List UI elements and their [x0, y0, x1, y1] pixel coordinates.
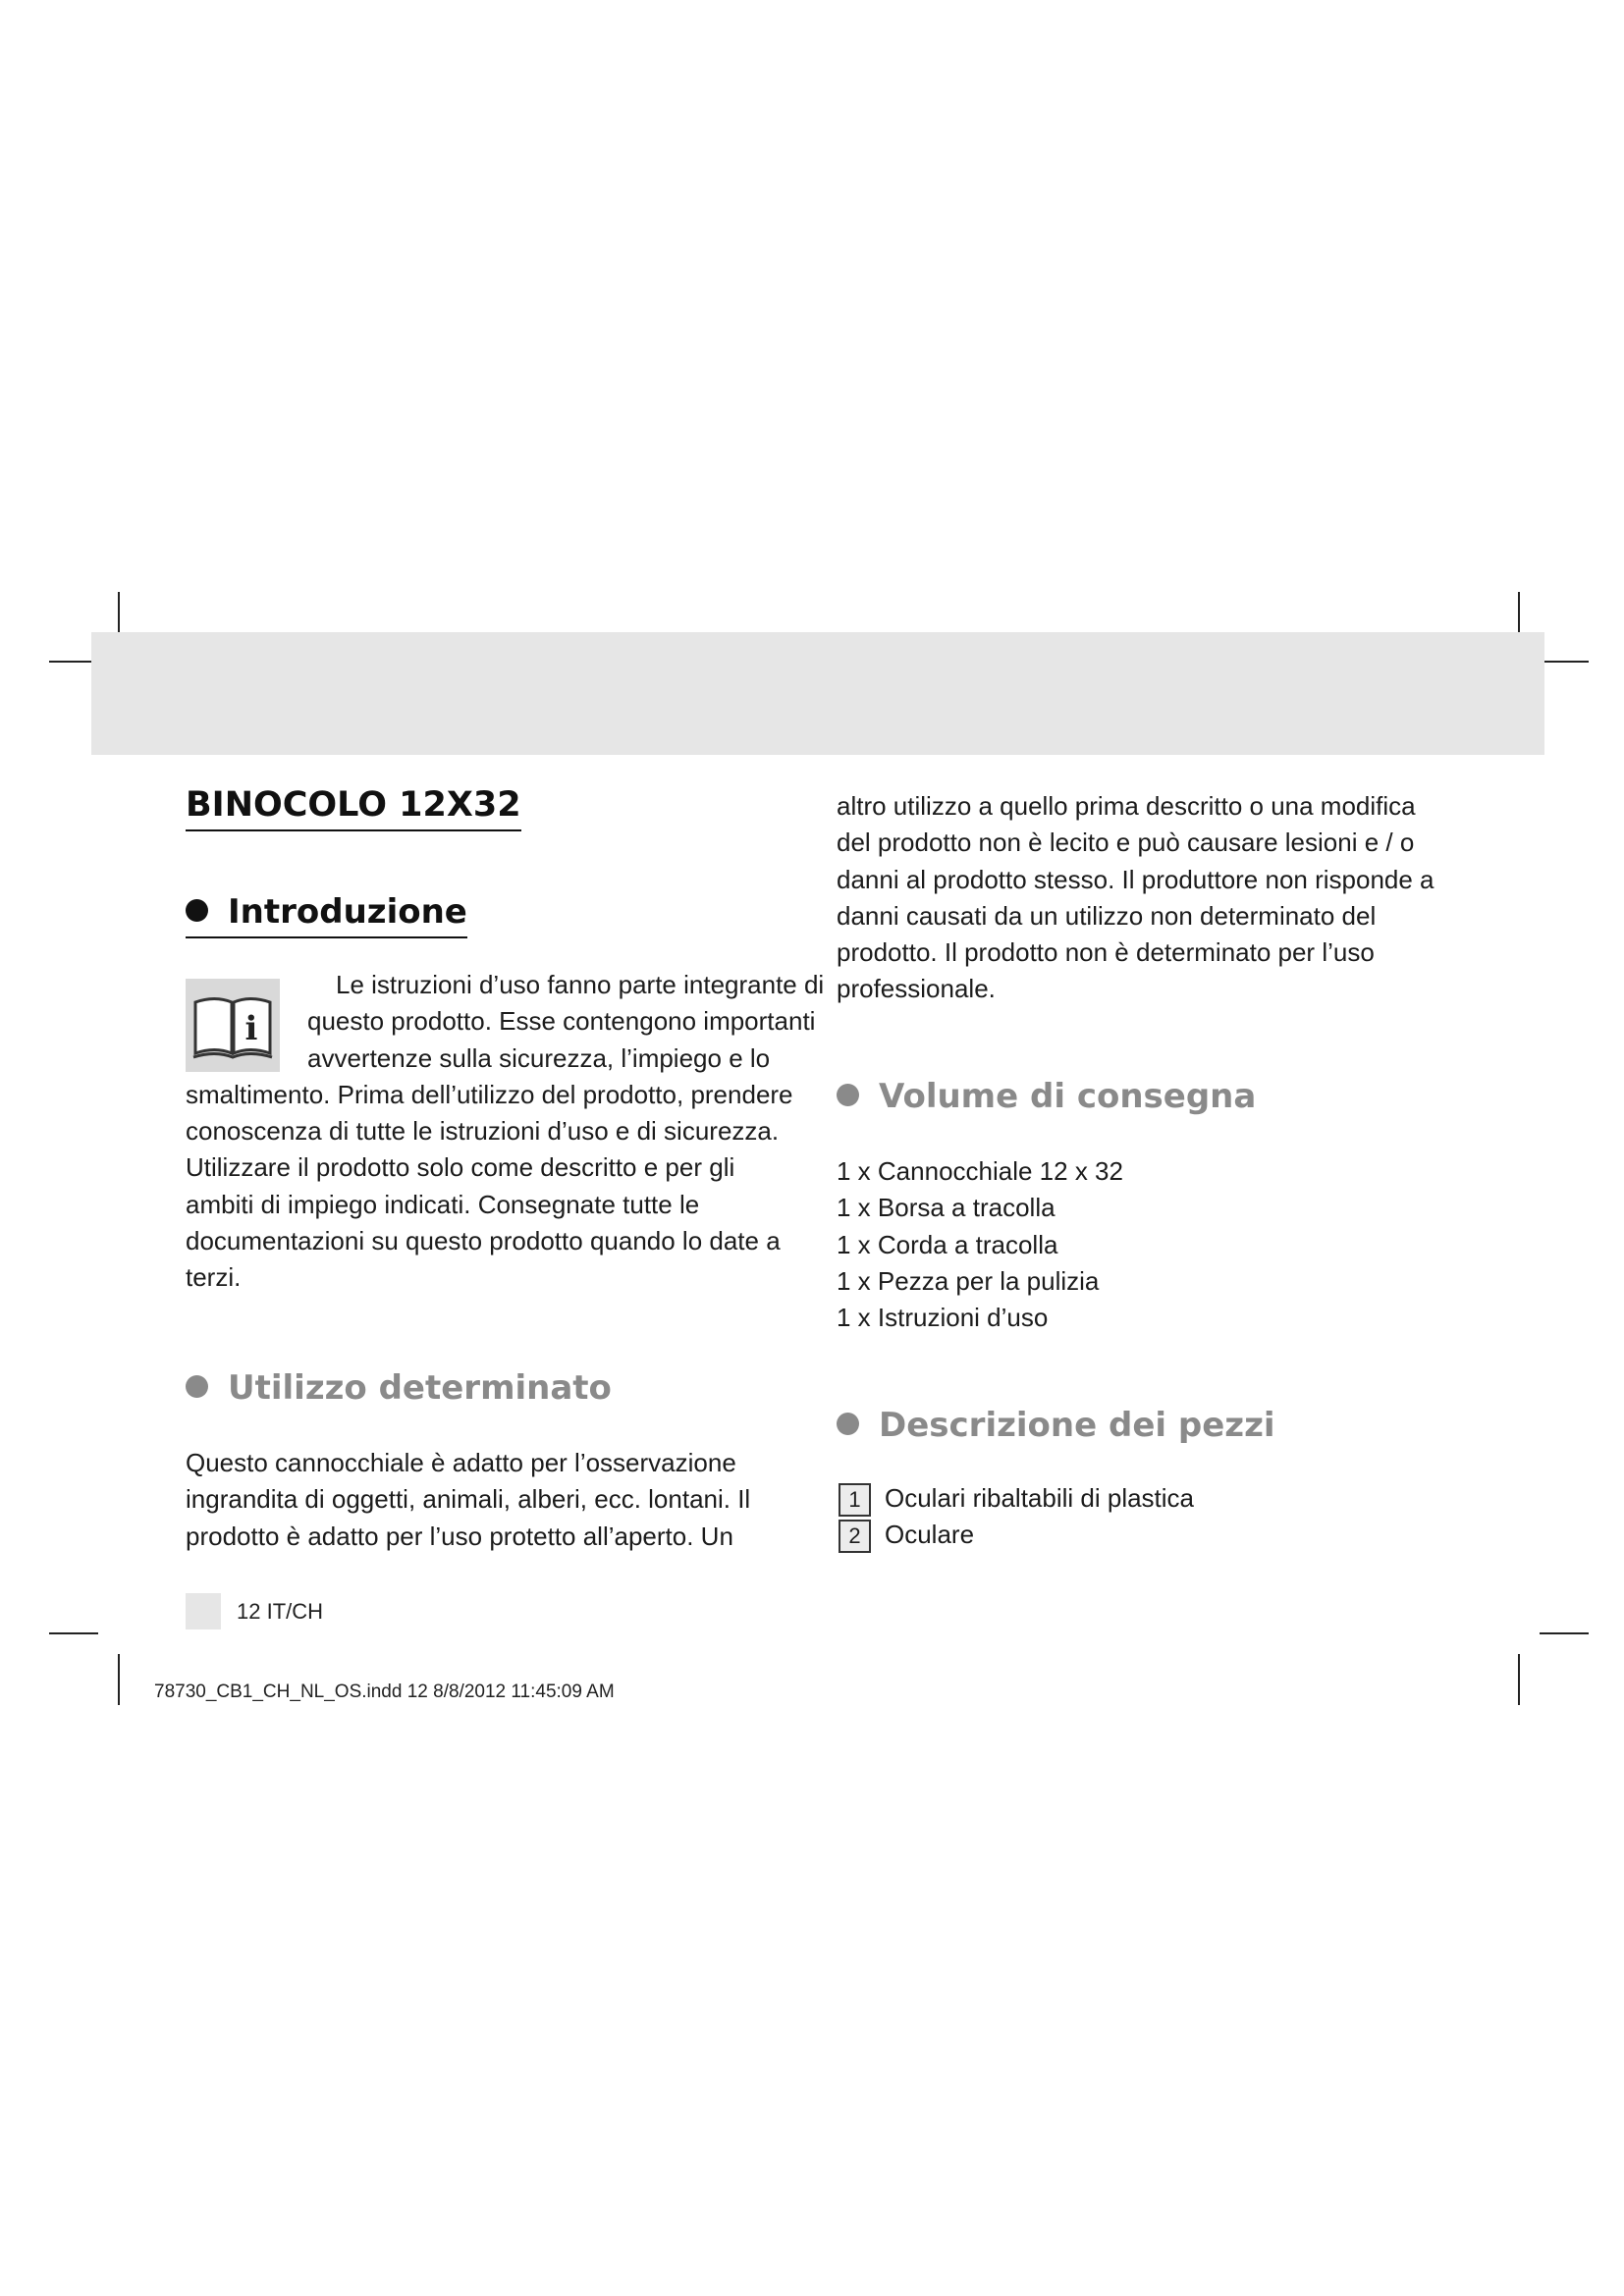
text-line: danni causati da un utilizzo non determinato del: [837, 900, 1377, 931]
header-band: [91, 632, 1544, 755]
crop-mark: [49, 1632, 98, 1634]
text-line: questo prodotto. Esse contengono importanti: [307, 1006, 816, 1037]
text-line: ingrandita di oggetti, animali, alberi, ecc. lontani. Il: [186, 1484, 751, 1515]
text-line: terzi.: [186, 1262, 242, 1293]
text-line: prodotto. Il prodotto non è determinato per l’uso: [837, 937, 1375, 968]
intro-paragraph: [186, 967, 824, 1297]
list-item: 1 x Cannocchiale 12 x 32: [837, 1156, 1123, 1186]
delivery-list: [837, 1153, 1123, 1336]
crop-mark: [1518, 1654, 1520, 1705]
list-item: 1 x Pezza per la pulizia: [837, 1265, 1100, 1296]
text-line: altro utilizzo a quello prima descritto o una modifica: [837, 791, 1416, 821]
print-slug: 78730_CB1_CH_NL_OS.indd 12 8/8/2012 11:45:09 AM: [154, 1682, 615, 1702]
bullet-icon: [837, 1413, 859, 1435]
text-line: Questo cannocchiale è adatto per l’osservazione: [186, 1448, 736, 1477]
crop-mark: [1540, 1632, 1589, 1634]
list-item: 1 x Corda a tracolla: [837, 1229, 1058, 1259]
list-item: 1 x Borsa a tracolla: [837, 1193, 1056, 1223]
text-line: professionale.: [837, 974, 996, 1004]
part-number: 2: [839, 1520, 871, 1553]
crop-mark: [1540, 661, 1589, 663]
text-line: prodotto è adatto per l’uso protetto all’aperto. Un: [186, 1521, 733, 1551]
text-line: del prodotto non è lecito e può causare lesioni e / o: [837, 828, 1415, 858]
part-label: Oculari ribaltabili di plastica: [885, 1483, 1195, 1513]
section-heading-text: Descrizione dei pezzi: [879, 1406, 1275, 1445]
section-heading-utilizzo: [186, 1364, 612, 1412]
text-line: smaltimento. Prima dell’utilizzo del prodotto, prendere: [186, 1079, 793, 1109]
intended-use-paragraph: [186, 1445, 750, 1555]
text-line: Utilizzare il prodotto solo come descritto e per gli: [186, 1152, 735, 1183]
bullet-icon: [837, 1084, 859, 1106]
document-title: BINOCOLO 12X32: [186, 781, 521, 831]
page-number-box: [186, 1593, 221, 1629]
section-heading-text: Introduzione: [228, 892, 467, 932]
text-line: documentazioni su questo prodotto quando lo date a: [186, 1226, 781, 1256]
section-heading-introduzione: [186, 888, 467, 938]
crop-mark: [118, 1654, 120, 1705]
text-line: Le istruzioni d’uso fanno parte integrante di: [336, 970, 825, 999]
page-label: 12 IT/CH: [237, 1599, 324, 1624]
bullet-icon: [186, 899, 208, 922]
section-heading-descrizione: [837, 1402, 1275, 1449]
section-heading-text: Utilizzo determinato: [228, 1368, 612, 1408]
section-heading-volume: [837, 1073, 1256, 1120]
bullet-icon: [186, 1375, 208, 1398]
part-label: Oculare: [885, 1520, 975, 1549]
svg-text:i: i: [244, 1009, 258, 1048]
part-number: 1: [839, 1483, 871, 1517]
text-line: danni al prodotto stesso. Il produttore non risponde a: [837, 864, 1435, 894]
intended-use-continued: [837, 788, 1435, 1008]
part-item: [839, 1517, 974, 1553]
text-line: avvertenze sulla sicurezza, l’impiego e lo: [307, 1042, 771, 1073]
section-heading-text: Volume di consegna: [879, 1077, 1257, 1116]
text-line: conoscenza di tutte le istruzioni d’uso e di sicurezza.: [186, 1116, 780, 1147]
list-item: 1 x Istruzioni d’uso: [837, 1303, 1049, 1333]
text-line: ambiti di impiego indicati. Consegnate tutte le: [186, 1189, 700, 1219]
part-item: [839, 1480, 1194, 1517]
